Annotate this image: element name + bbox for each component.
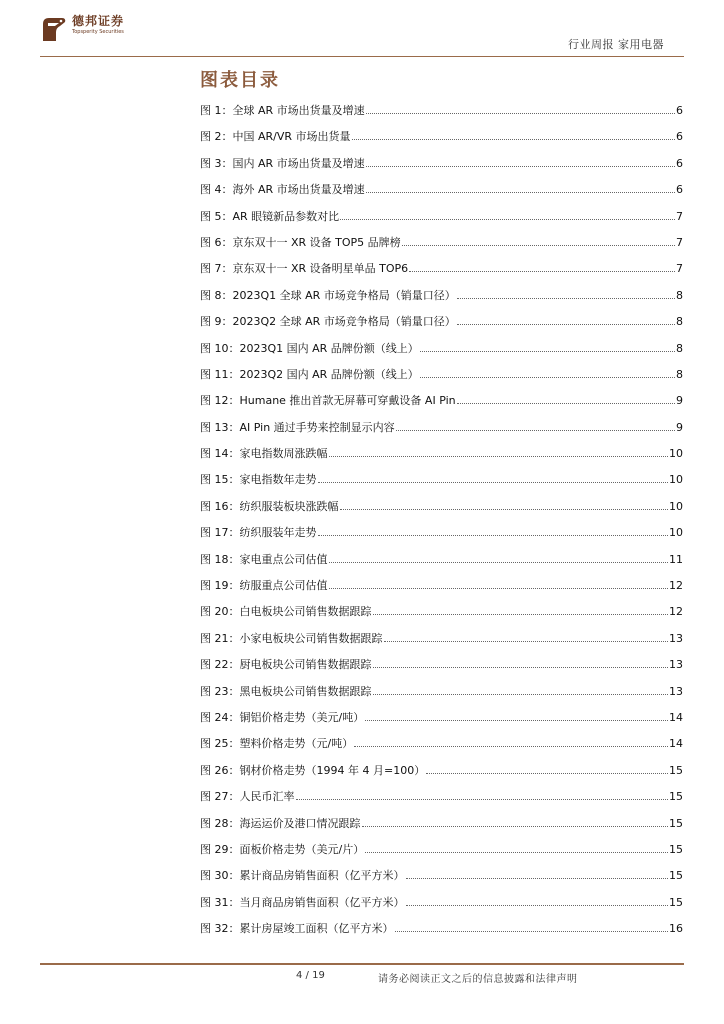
toc-entry-label: 图 29：面板价格走势（美元/片） — [200, 842, 365, 856]
toc-dot-leader — [373, 685, 669, 695]
toc-entry[interactable] — [200, 340, 683, 366]
toc-entry-page: 10 — [669, 499, 683, 513]
toc-entry-label: 图 27：人民币汇率 — [200, 790, 295, 804]
toc-entry[interactable] — [200, 234, 683, 260]
footer-divider — [40, 963, 684, 965]
toc-entry[interactable] — [200, 815, 683, 841]
toc-entry-page: 10 — [669, 473, 683, 487]
toc-entry-page: 9 — [676, 420, 683, 434]
page-number: 4 / 19 — [296, 970, 325, 981]
toc-entry-label: 图 2：中国 AR/VR 市场出货量 — [200, 130, 351, 144]
brand-name-en: Topsperity Securities — [72, 29, 124, 35]
toc-entry-page: 8 — [676, 341, 683, 355]
toc-entry-label: 图 17：纺织服装年走势 — [200, 526, 317, 540]
toc-dot-leader — [384, 632, 669, 642]
toc-entry-label: 图 6：京东双十一 XR 设备 TOP5 品牌榜 — [200, 235, 401, 249]
toc-dot-leader — [409, 262, 675, 272]
brand-name-cn: 德邦证券 — [72, 14, 125, 28]
toc-entry[interactable] — [200, 788, 683, 814]
toc-entry[interactable] — [200, 577, 683, 603]
toc-entry[interactable] — [200, 287, 683, 313]
company-logo-icon — [40, 14, 68, 44]
toc-entry[interactable] — [200, 260, 683, 286]
toc-dot-leader — [406, 896, 669, 906]
toc-entry-label: 图 7：京东双十一 XR 设备明星单品 TOP6 — [200, 262, 409, 276]
toc-entry[interactable] — [200, 603, 683, 629]
toc-entry[interactable] — [200, 419, 683, 445]
toc-entry-label: 图 19：纺服重点公司估值 — [200, 579, 328, 593]
toc-entry-label: 图 14：家电指数周涨跌幅 — [200, 447, 328, 461]
legal-disclaimer: 请务必阅读正文之后的信息披露和法律声明 — [378, 974, 578, 985]
toc-entry-label: 图 31：当月商品房销售面积（亿平方米） — [200, 895, 405, 909]
toc-entry-label: 图 32：累计房屋竣工面积（亿平方米） — [200, 922, 394, 936]
toc-dot-leader — [329, 447, 669, 457]
report-category: 行业周报 家用电器 — [568, 38, 664, 51]
toc-entry-page: 8 — [676, 288, 683, 302]
toc-entry[interactable] — [200, 445, 683, 471]
toc-entry-page: 15 — [669, 895, 683, 909]
toc-entry-page: 7 — [676, 235, 683, 249]
toc-entry-page: 13 — [669, 631, 683, 645]
toc-entry[interactable] — [200, 683, 683, 709]
toc-entry[interactable] — [200, 709, 683, 735]
toc-dot-leader — [420, 342, 675, 352]
toc-entry-label: 图 10：2023Q1 国内 AR 品牌份额（线上） — [200, 341, 419, 355]
toc-entry[interactable] — [200, 735, 683, 761]
toc-entry-page: 8 — [676, 367, 683, 381]
toc-dot-leader — [420, 368, 675, 378]
toc-entry-page: 15 — [669, 842, 683, 856]
toc-entry-label: 图 3：国内 AR 市场出货量及增速 — [200, 156, 365, 170]
toc-dot-leader — [366, 104, 675, 114]
toc-entry-page: 15 — [669, 763, 683, 777]
toc-entry[interactable] — [200, 366, 683, 392]
toc-entry[interactable] — [200, 498, 683, 524]
toc-entry-label: 图 28：海运运价及港口情况跟踪 — [200, 816, 361, 830]
toc-entry-page: 6 — [676, 130, 683, 144]
toc-entry-page: 7 — [676, 262, 683, 276]
toc-entry-label: 图 13：AI Pin 通过手势来控制显示内容 — [200, 420, 395, 434]
toc-entry-label: 图 25：塑料价格走势（元/吨） — [200, 737, 354, 751]
toc-entry-label: 图 15：家电指数年走势 — [200, 473, 317, 487]
toc-entry[interactable] — [200, 894, 683, 920]
toc-entry-label: 图 1：全球 AR 市场出货量及增速 — [200, 104, 365, 117]
toc-entry-page: 7 — [676, 209, 683, 223]
toc-dot-leader — [329, 579, 669, 589]
toc-entry-page: 11 — [669, 552, 683, 566]
toc-dot-leader — [362, 817, 669, 827]
toc-entry-page: 15 — [669, 790, 683, 804]
toc-entry-label: 图 16：纺织服装板块涨跌幅 — [200, 499, 339, 513]
toc-dot-leader — [318, 526, 669, 536]
toc-entry-label: 图 23：黑电板块公司销售数据跟踪 — [200, 684, 372, 698]
toc-entry[interactable] — [200, 524, 683, 550]
toc-dot-leader — [366, 183, 675, 193]
toc-dot-leader — [318, 473, 669, 483]
toc-entry-label: 图 12：Humane 推出首款无屏幕可穿戴设备 AI Pin — [200, 394, 456, 408]
toc-entry[interactable] — [200, 208, 683, 234]
toc-entry-label: 图 30：累计商品房销售面积（亿平方米） — [200, 869, 405, 883]
toc-dot-leader — [365, 843, 668, 853]
toc-entry-page: 15 — [669, 816, 683, 830]
toc-entry-label: 图 26：钢材价格走势（1994 年 4 月=100） — [200, 763, 426, 777]
toc-dot-leader — [354, 737, 668, 747]
toc-dot-leader — [352, 130, 675, 140]
toc-entry[interactable] — [200, 128, 683, 154]
toc-entry-page: 10 — [669, 447, 683, 461]
toc-entry-page: 14 — [669, 737, 683, 751]
toc-entry[interactable] — [200, 656, 683, 682]
toc-entry[interactable] — [200, 551, 683, 577]
toc-dot-leader — [402, 236, 675, 246]
toc-entry-page: 12 — [669, 605, 683, 619]
toc-entry[interactable] — [200, 867, 683, 893]
toc-entry[interactable] — [200, 762, 683, 788]
toc-entry[interactable] — [200, 392, 683, 418]
toc-entry-page: 8 — [676, 315, 683, 329]
toc-dot-leader — [457, 394, 675, 404]
page-header — [0, 0, 724, 60]
toc-entry-label: 图 5：AR 眼镜新品参数对比 — [200, 209, 340, 223]
header-divider — [40, 56, 684, 57]
toc-entry-label: 图 11：2023Q2 国内 AR 品牌份额（线上） — [200, 367, 419, 381]
toc-entry[interactable] — [200, 155, 683, 181]
toc-entry[interactable] — [200, 471, 683, 497]
toc-entry[interactable] — [200, 841, 683, 867]
toc-dot-leader — [395, 922, 669, 932]
toc-entry-label: 图 4：海外 AR 市场出货量及增速 — [200, 183, 365, 197]
toc-entry-label: 图 18：家电重点公司估值 — [200, 552, 328, 566]
toc-dot-leader — [426, 764, 668, 774]
toc-entry-label: 图 20：白电板块公司销售数据跟踪 — [200, 605, 372, 619]
toc-entry[interactable] — [200, 920, 683, 946]
toc-entry-page: 6 — [676, 104, 683, 117]
toc-dot-leader — [329, 553, 669, 563]
toc-entry-page: 10 — [669, 526, 683, 540]
toc-dot-leader — [366, 157, 675, 167]
toc-dot-leader — [296, 790, 669, 800]
toc-dot-leader — [340, 210, 675, 220]
toc-dot-leader — [340, 500, 669, 510]
toc-entry-page: 14 — [669, 710, 683, 724]
toc-entry-page: 9 — [676, 394, 683, 408]
toc-entry-label: 图 8：2023Q1 全球 AR 市场竞争格局（销量口径） — [200, 288, 456, 302]
toc-entry-page: 16 — [669, 922, 683, 936]
toc-dot-leader — [406, 869, 669, 879]
toc-entry-label: 图 24：铜铝价格走势（美元/吨） — [200, 710, 365, 724]
brand-name — [72, 14, 124, 36]
toc-entry[interactable] — [200, 630, 683, 656]
toc-dot-leader — [396, 421, 675, 431]
toc-title: 图表目录 — [200, 70, 280, 91]
toc-entry-page: 6 — [676, 156, 683, 170]
toc-entry[interactable] — [200, 181, 683, 207]
toc-entry-label: 图 21：小家电板块公司销售数据跟踪 — [200, 631, 383, 645]
toc-entry-page: 13 — [669, 658, 683, 672]
toc-entry[interactable] — [200, 102, 683, 128]
toc-entry-page: 15 — [669, 869, 683, 883]
toc-entry-label: 图 9：2023Q2 全球 AR 市场竞争格局（销量口径） — [200, 315, 456, 329]
toc-list — [200, 102, 683, 947]
toc-entry-label: 图 22：厨电板块公司销售数据跟踪 — [200, 658, 372, 672]
toc-entry[interactable] — [200, 313, 683, 339]
toc-entry-page: 13 — [669, 684, 683, 698]
toc-dot-leader — [365, 711, 668, 721]
toc-dot-leader — [373, 658, 669, 668]
toc-entry-page: 12 — [669, 579, 683, 593]
toc-dot-leader — [373, 605, 669, 615]
toc-dot-leader — [457, 315, 675, 325]
toc-dot-leader — [457, 289, 675, 299]
toc-entry-page: 6 — [676, 183, 683, 197]
